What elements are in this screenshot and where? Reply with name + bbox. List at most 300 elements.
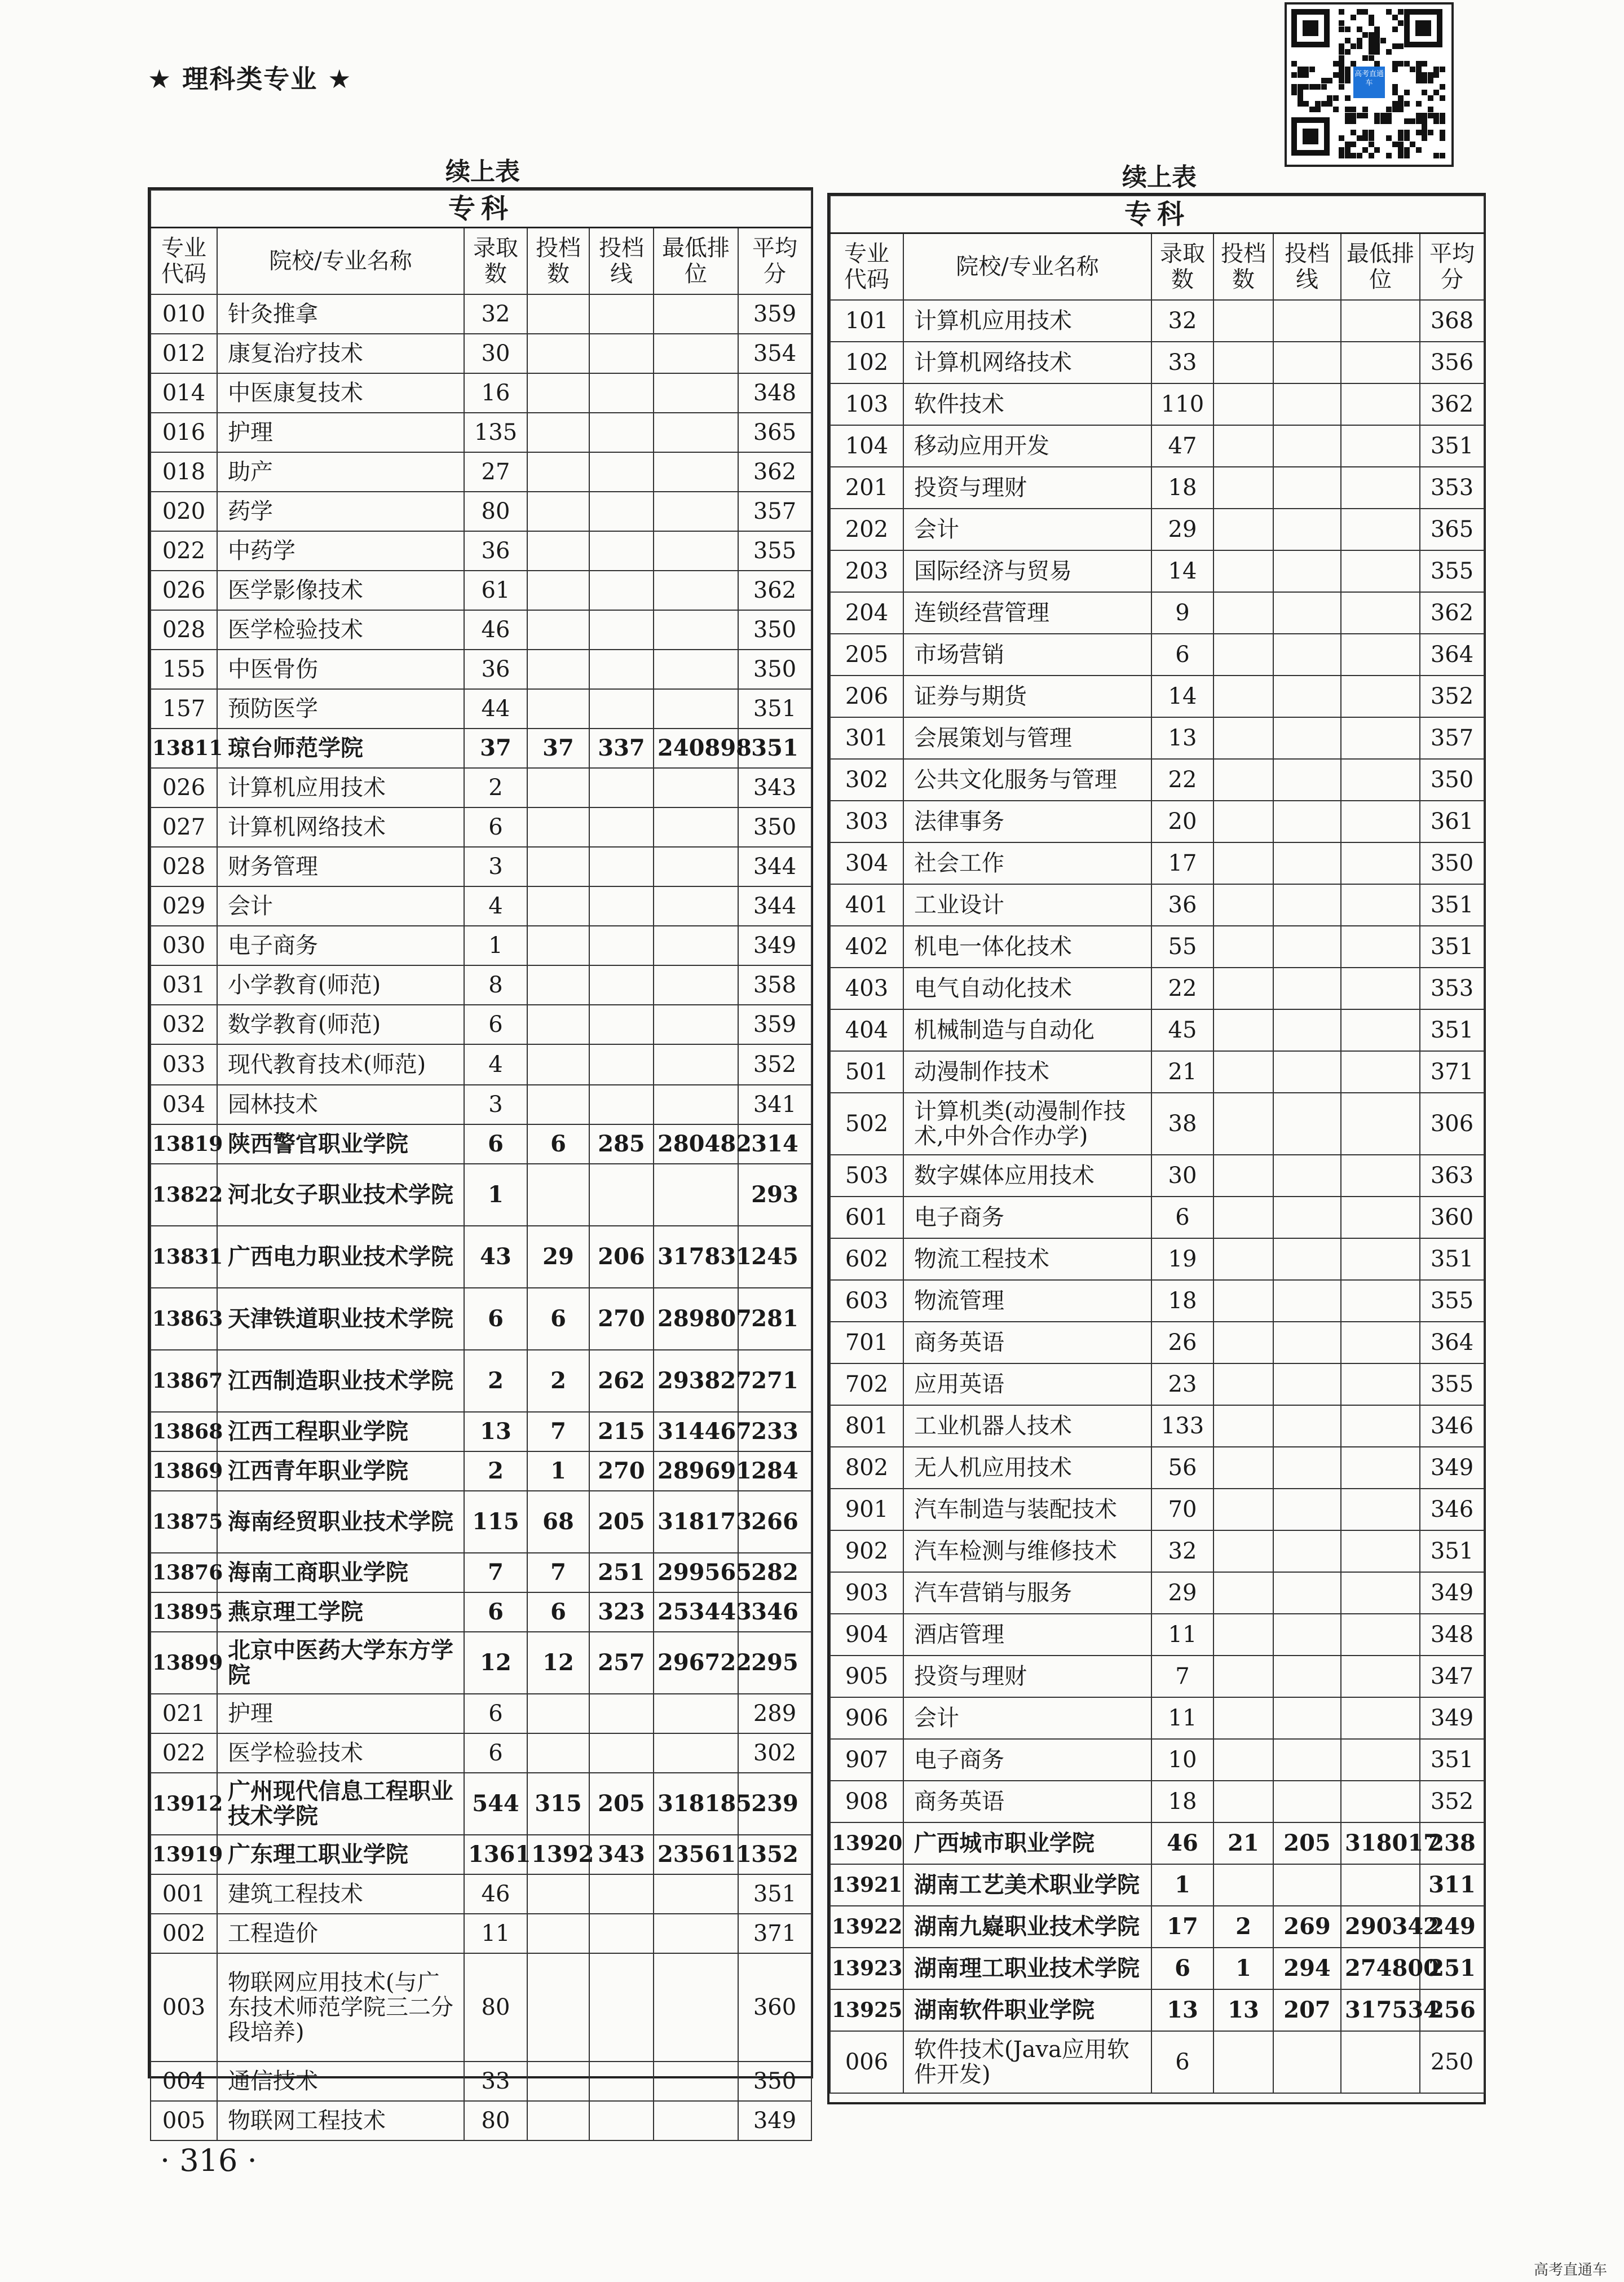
cell-admit: 19 <box>1151 1238 1213 1280</box>
cell-line: 270 <box>589 1288 654 1350</box>
cell-rank: 293827 <box>654 1350 738 1412</box>
cell-admit: 6 <box>1151 1948 1213 1989</box>
cell-name: 药学 <box>217 492 464 531</box>
cell-files <box>1213 968 1273 1009</box>
cell-admit: 13 <box>1151 1989 1213 2031</box>
cell-name: 国际经济与贸易 <box>903 550 1151 592</box>
major-row <box>151 886 811 926</box>
institution-row <box>151 1350 811 1412</box>
cell-line <box>1273 425 1341 467</box>
column-header: 投档线 <box>589 228 654 295</box>
qr-module <box>1309 84 1315 90</box>
institution-row <box>151 1124 811 1164</box>
cell-code: 908 <box>830 1781 903 1822</box>
cell-files <box>1213 1656 1273 1697</box>
cell-code: 13925 <box>830 1989 903 2031</box>
qr-module <box>1345 107 1351 112</box>
cell-rank <box>1341 1739 1420 1781</box>
cell-code: 157 <box>151 689 217 729</box>
cell-code: 701 <box>830 1322 903 1363</box>
cell-files: 2 <box>1213 1906 1273 1948</box>
cell-files: 6 <box>527 1288 589 1350</box>
cell-avg: 352 <box>1420 1781 1484 1822</box>
qr-module <box>1345 78 1351 83</box>
qr-module <box>1357 9 1362 15</box>
qr-module <box>1351 43 1356 49</box>
cell-avg: 351 <box>1420 1530 1484 1572</box>
cell-rank: 299565 <box>654 1553 738 1592</box>
qr-module <box>1416 72 1422 78</box>
qr-module <box>1398 130 1404 135</box>
cell-rank <box>654 926 738 965</box>
qr-module <box>1351 15 1356 20</box>
cell-line <box>589 531 654 571</box>
cell-files <box>1213 884 1273 926</box>
cell-rank <box>654 294 738 334</box>
cell-code: 018 <box>151 452 217 492</box>
qr-module <box>1416 118 1422 124</box>
cell-files: 6 <box>527 1592 589 1632</box>
cell-avg: 355 <box>738 531 811 571</box>
column-header: 最低排位 <box>1341 233 1420 301</box>
cell-name: 通信技术 <box>217 2062 464 2101</box>
qr-module <box>1374 27 1380 32</box>
cell-name: 广西电力职业技术学院 <box>217 1226 464 1288</box>
major-row <box>830 1739 1484 1781</box>
cell-avg: 361 <box>1420 801 1484 842</box>
cell-name: 天津铁道职业技术学院 <box>217 1288 464 1350</box>
qr-module <box>1351 142 1356 147</box>
cell-name: 数字媒体应用技术 <box>903 1155 1151 1197</box>
cell-name: 应用英语 <box>903 1363 1151 1405</box>
cell-rank <box>1341 842 1420 884</box>
qr-module <box>1362 32 1368 38</box>
cell-rank <box>1341 467 1420 509</box>
qr-module <box>1351 118 1356 124</box>
cell-name: 建筑工程技术 <box>217 1874 464 1914</box>
cell-code: 13923 <box>830 1948 903 1989</box>
cell-rank <box>654 334 738 373</box>
cell-files <box>527 1044 589 1085</box>
cell-files <box>1213 550 1273 592</box>
cell-line: 215 <box>589 1412 654 1451</box>
major-row <box>830 1238 1484 1280</box>
qr-module <box>1392 84 1398 90</box>
cell-line <box>1273 842 1341 884</box>
cell-avg: 350 <box>738 2062 811 2101</box>
cell-files <box>527 1733 589 1773</box>
cell-admit: 13 <box>464 1412 527 1451</box>
cell-line <box>589 1044 654 1085</box>
cell-line <box>589 2062 654 2101</box>
cell-name: 燕京理工学院 <box>217 1592 464 1632</box>
qr-module <box>1339 20 1344 26</box>
cell-avg: 251 <box>1420 1948 1484 1989</box>
cell-admit: 18 <box>1151 1781 1213 1822</box>
cell-name: 财务管理 <box>217 847 464 886</box>
cell-rank <box>654 689 738 729</box>
qr-module <box>1433 118 1439 124</box>
cell-files <box>527 1874 589 1914</box>
cell-name: 助产 <box>217 452 464 492</box>
cell-files <box>1213 1238 1273 1280</box>
column-header: 投档数 <box>1213 233 1273 301</box>
qr-module <box>1398 9 1404 15</box>
qr-module <box>1321 101 1327 107</box>
qr-module <box>1422 135 1427 141</box>
cell-name: 计算机网络技术 <box>217 807 464 847</box>
table-caption: 专科 <box>830 196 1484 233</box>
major-row <box>830 1093 1484 1155</box>
cell-code: 028 <box>151 847 217 886</box>
cell-avg: 371 <box>1420 1051 1484 1093</box>
qr-module <box>1362 9 1368 15</box>
cell-files <box>527 650 589 689</box>
cell-code: 003 <box>151 1953 217 2062</box>
qr-module <box>1369 43 1374 49</box>
cell-avg: 250 <box>1420 2031 1484 2093</box>
cell-name: 护理 <box>217 413 464 452</box>
cell-line <box>589 1953 654 2062</box>
major-row <box>830 926 1484 968</box>
cell-rank <box>1341 1093 1420 1155</box>
qr-module <box>1339 147 1344 153</box>
cell-code: 13822 <box>151 1164 217 1226</box>
cell-avg: 364 <box>1420 634 1484 676</box>
cell-avg: 306 <box>1420 1093 1484 1155</box>
major-row <box>830 2031 1484 2093</box>
cell-name: 计算机网络技术 <box>903 342 1151 383</box>
cell-files <box>1213 509 1273 550</box>
cell-line <box>1273 1051 1341 1093</box>
cell-rank <box>1341 926 1420 968</box>
cell-files <box>527 610 589 650</box>
institution-row <box>830 1822 1484 1864</box>
cell-files <box>1213 1489 1273 1530</box>
cell-rank <box>1341 1530 1420 1572</box>
major-row <box>830 676 1484 717</box>
qr-module <box>1298 90 1303 95</box>
cell-admit: 46 <box>464 1874 527 1914</box>
cell-admit: 38 <box>1151 1093 1213 1155</box>
cell-rank <box>654 650 738 689</box>
qr-module <box>1321 78 1327 83</box>
cell-code: 13863 <box>151 1288 217 1350</box>
cell-rank <box>1341 759 1420 801</box>
cell-avg: 363 <box>1420 1155 1484 1197</box>
cell-rank <box>1341 383 1420 425</box>
cell-avg: 360 <box>1420 1197 1484 1238</box>
qr-module <box>1369 49 1374 55</box>
cell-line <box>1273 1009 1341 1051</box>
cell-line <box>1273 1864 1341 1906</box>
cell-name: 公共文化服务与管理 <box>903 759 1151 801</box>
major-row <box>151 2062 811 2101</box>
qr-module <box>1291 72 1297 78</box>
qr-module <box>1339 9 1344 15</box>
cell-name: 广州现代信息工程职业技术学院 <box>217 1773 464 1835</box>
cell-rank <box>1341 1322 1420 1363</box>
cell-avg: 249 <box>1420 1906 1484 1948</box>
cell-name: 海南经贸职业技术学院 <box>217 1491 464 1553</box>
cell-name: 小学教育(师范) <box>217 965 464 1005</box>
cell-avg: 355 <box>1420 1363 1484 1405</box>
cell-line <box>589 294 654 334</box>
left-admission-table <box>150 189 812 2141</box>
cell-admit: 6 <box>464 1005 527 1044</box>
cell-avg: 354 <box>738 334 811 373</box>
major-row <box>830 1614 1484 1656</box>
cell-admit: 8 <box>464 965 527 1005</box>
qr-module <box>1416 101 1422 107</box>
qr-module <box>1345 113 1351 118</box>
cell-code: 031 <box>151 965 217 1005</box>
cell-admit: 29 <box>1151 1572 1213 1614</box>
cell-line <box>1273 759 1341 801</box>
qr-module <box>1404 135 1410 141</box>
institution-row <box>830 1989 1484 2031</box>
cell-files: 1392 <box>527 1835 589 1874</box>
cell-admit: 10 <box>1151 1739 1213 1781</box>
cell-admit: 1 <box>464 926 527 965</box>
cell-code: 13919 <box>151 1835 217 1874</box>
institution-row <box>151 1835 811 1874</box>
cell-name: 电子商务 <box>903 1197 1151 1238</box>
major-row <box>830 634 1484 676</box>
cell-files <box>1213 1322 1273 1363</box>
qr-module <box>1339 72 1344 78</box>
cell-files <box>1213 1739 1273 1781</box>
qr-module <box>1303 67 1309 72</box>
cell-line <box>1273 717 1341 759</box>
cell-name: 计算机应用技术 <box>217 768 464 807</box>
qr-module <box>1416 61 1422 67</box>
cell-rank <box>1341 968 1420 1009</box>
cell-line <box>1273 2031 1341 2093</box>
qr-module <box>1398 43 1404 49</box>
cell-files <box>527 413 589 452</box>
cell-avg: 349 <box>1420 1572 1484 1614</box>
cell-rank <box>1341 300 1420 342</box>
qr-module <box>1291 90 1297 95</box>
qr-module <box>1369 15 1374 20</box>
cell-admit: 30 <box>1151 1155 1213 1197</box>
cell-files <box>527 689 589 729</box>
cell-avg: 352 <box>738 1835 811 1874</box>
cell-code: 903 <box>830 1572 903 1614</box>
qr-module <box>1357 43 1362 49</box>
cell-avg: 256 <box>1420 1989 1484 2031</box>
major-row <box>830 884 1484 926</box>
cell-rank <box>1341 342 1420 383</box>
cell-rank <box>1341 717 1420 759</box>
qr-module <box>1440 113 1445 118</box>
cell-files <box>527 1164 589 1226</box>
cell-name: 市场营销 <box>903 634 1151 676</box>
cell-line <box>1273 1656 1341 1697</box>
cell-line <box>589 1694 654 1733</box>
qr-module <box>1410 142 1415 147</box>
qr-module <box>1433 72 1439 78</box>
cell-line <box>589 610 654 650</box>
qr-module <box>1416 130 1422 135</box>
cell-line <box>1273 592 1341 634</box>
cell-files <box>527 768 589 807</box>
cell-name: 软件技术 <box>903 383 1151 425</box>
qr-module <box>1398 107 1404 112</box>
institution-row <box>830 1948 1484 1989</box>
cell-line: 269 <box>1273 1906 1341 1948</box>
cell-files <box>1213 1781 1273 1822</box>
cell-files <box>527 965 589 1005</box>
qr-module <box>1315 101 1321 107</box>
cell-rank <box>1341 1864 1420 1906</box>
qr-module <box>1298 95 1303 101</box>
cell-files <box>527 1694 589 1733</box>
qr-module <box>1404 130 1410 135</box>
cell-files <box>1213 1572 1273 1614</box>
cell-code: 026 <box>151 768 217 807</box>
cell-files <box>527 807 589 847</box>
cell-admit: 26 <box>1151 1322 1213 1363</box>
cell-files <box>527 2062 589 2101</box>
qr-module <box>1351 113 1356 118</box>
cell-code: 13922 <box>830 1906 903 1948</box>
cell-admit: 16 <box>464 373 527 413</box>
qr-module <box>1357 135 1362 141</box>
cell-name: 江西青年职业学院 <box>217 1451 464 1491</box>
table-caption: 专科 <box>151 190 811 228</box>
qr-module <box>1374 38 1380 43</box>
cell-line <box>589 807 654 847</box>
qr-module <box>1440 118 1445 124</box>
cell-code: 104 <box>830 425 903 467</box>
major-row <box>830 717 1484 759</box>
institution-row <box>151 1632 811 1694</box>
qr-module <box>1369 20 1374 26</box>
cell-code: 603 <box>830 1280 903 1322</box>
major-row <box>830 1656 1484 1697</box>
major-row <box>151 847 811 886</box>
cell-name: 海南工商职业学院 <box>217 1553 464 1592</box>
cell-files: 6 <box>527 1124 589 1164</box>
cell-line <box>1273 300 1341 342</box>
cell-line: 337 <box>589 729 654 768</box>
cell-admit: 29 <box>1151 509 1213 550</box>
cell-name: 针灸推拿 <box>217 294 464 334</box>
cell-name: 医学检验技术 <box>217 610 464 650</box>
qr-module <box>1362 113 1368 118</box>
cell-name: 软件技术(Java应用软件开发) <box>903 2031 1151 2093</box>
cell-avg: 347 <box>1420 1656 1484 1697</box>
cell-files <box>1213 1363 1273 1405</box>
right-table <box>827 193 1486 2104</box>
cell-avg: 289 <box>738 1694 811 1733</box>
cell-admit: 4 <box>464 1044 527 1085</box>
page-header: ★ 理科类专业 ★ <box>148 64 352 94</box>
cell-code: 13899 <box>151 1632 217 1694</box>
cell-avg: 357 <box>1420 717 1484 759</box>
qr-module <box>1392 67 1398 72</box>
column-header: 平均分 <box>738 228 811 295</box>
qr-module <box>1416 113 1422 118</box>
qr-module <box>1440 153 1445 158</box>
column-header: 平均分 <box>1420 233 1484 301</box>
page-number: · 316 · <box>160 2143 257 2178</box>
cell-line: 207 <box>1273 1989 1341 2031</box>
major-row <box>830 1051 1484 1093</box>
major-row <box>830 425 1484 467</box>
qr-module <box>1398 147 1404 153</box>
cell-line <box>1273 1363 1341 1405</box>
qr-module <box>1398 101 1404 107</box>
cell-files: 37 <box>527 729 589 768</box>
cell-line <box>1273 926 1341 968</box>
qr-module <box>1404 61 1410 67</box>
institution-row <box>151 1773 811 1835</box>
qr-module <box>1433 113 1439 118</box>
cell-rank <box>654 1044 738 1085</box>
cell-code: 155 <box>151 650 217 689</box>
cell-rank <box>1341 1447 1420 1489</box>
cell-admit: 27 <box>464 452 527 492</box>
cell-admit: 2 <box>464 768 527 807</box>
cell-files <box>527 1005 589 1044</box>
cell-line: 262 <box>589 1350 654 1412</box>
cell-code: 905 <box>830 1656 903 1697</box>
qr-module <box>1410 67 1415 72</box>
cell-avg: 365 <box>1420 509 1484 550</box>
cell-avg: 362 <box>1420 592 1484 634</box>
cell-line: 205 <box>589 1773 654 1835</box>
cell-avg: 233 <box>738 1412 811 1451</box>
major-row <box>151 1953 811 2062</box>
cell-admit: 6 <box>464 807 527 847</box>
cell-name: 商务英语 <box>903 1322 1151 1363</box>
cell-code: 13869 <box>151 1451 217 1491</box>
qr-module <box>1422 113 1427 118</box>
cell-line <box>589 1005 654 1044</box>
cell-admit: 14 <box>1151 676 1213 717</box>
cell-code: 13912 <box>151 1773 217 1835</box>
cell-files <box>527 2101 589 2140</box>
qr-module <box>1398 61 1404 67</box>
cell-rank <box>1341 2031 1420 2093</box>
qr-module <box>1374 147 1380 153</box>
cell-admit: 110 <box>1151 383 1213 425</box>
cell-avg: 239 <box>738 1773 811 1835</box>
cell-name: 医学影像技术 <box>217 571 464 610</box>
cell-line: 251 <box>589 1553 654 1592</box>
cell-files: 2 <box>527 1350 589 1412</box>
cell-rank <box>654 965 738 1005</box>
cell-code: 601 <box>830 1197 903 1238</box>
qr-module <box>1298 84 1303 90</box>
major-row <box>830 801 1484 842</box>
column-header: 投档线 <box>1273 233 1341 301</box>
cell-admit: 36 <box>464 650 527 689</box>
cell-line <box>1273 1238 1341 1280</box>
major-row <box>830 1530 1484 1572</box>
cell-code: 014 <box>151 373 217 413</box>
qr-finder <box>1291 117 1330 156</box>
cell-name: 连锁经营管理 <box>903 592 1151 634</box>
cell-code: 802 <box>830 1447 903 1489</box>
cell-admit: 32 <box>464 294 527 334</box>
cell-avg: 350 <box>738 650 811 689</box>
cell-line <box>1273 550 1341 592</box>
cell-code: 502 <box>830 1093 903 1155</box>
